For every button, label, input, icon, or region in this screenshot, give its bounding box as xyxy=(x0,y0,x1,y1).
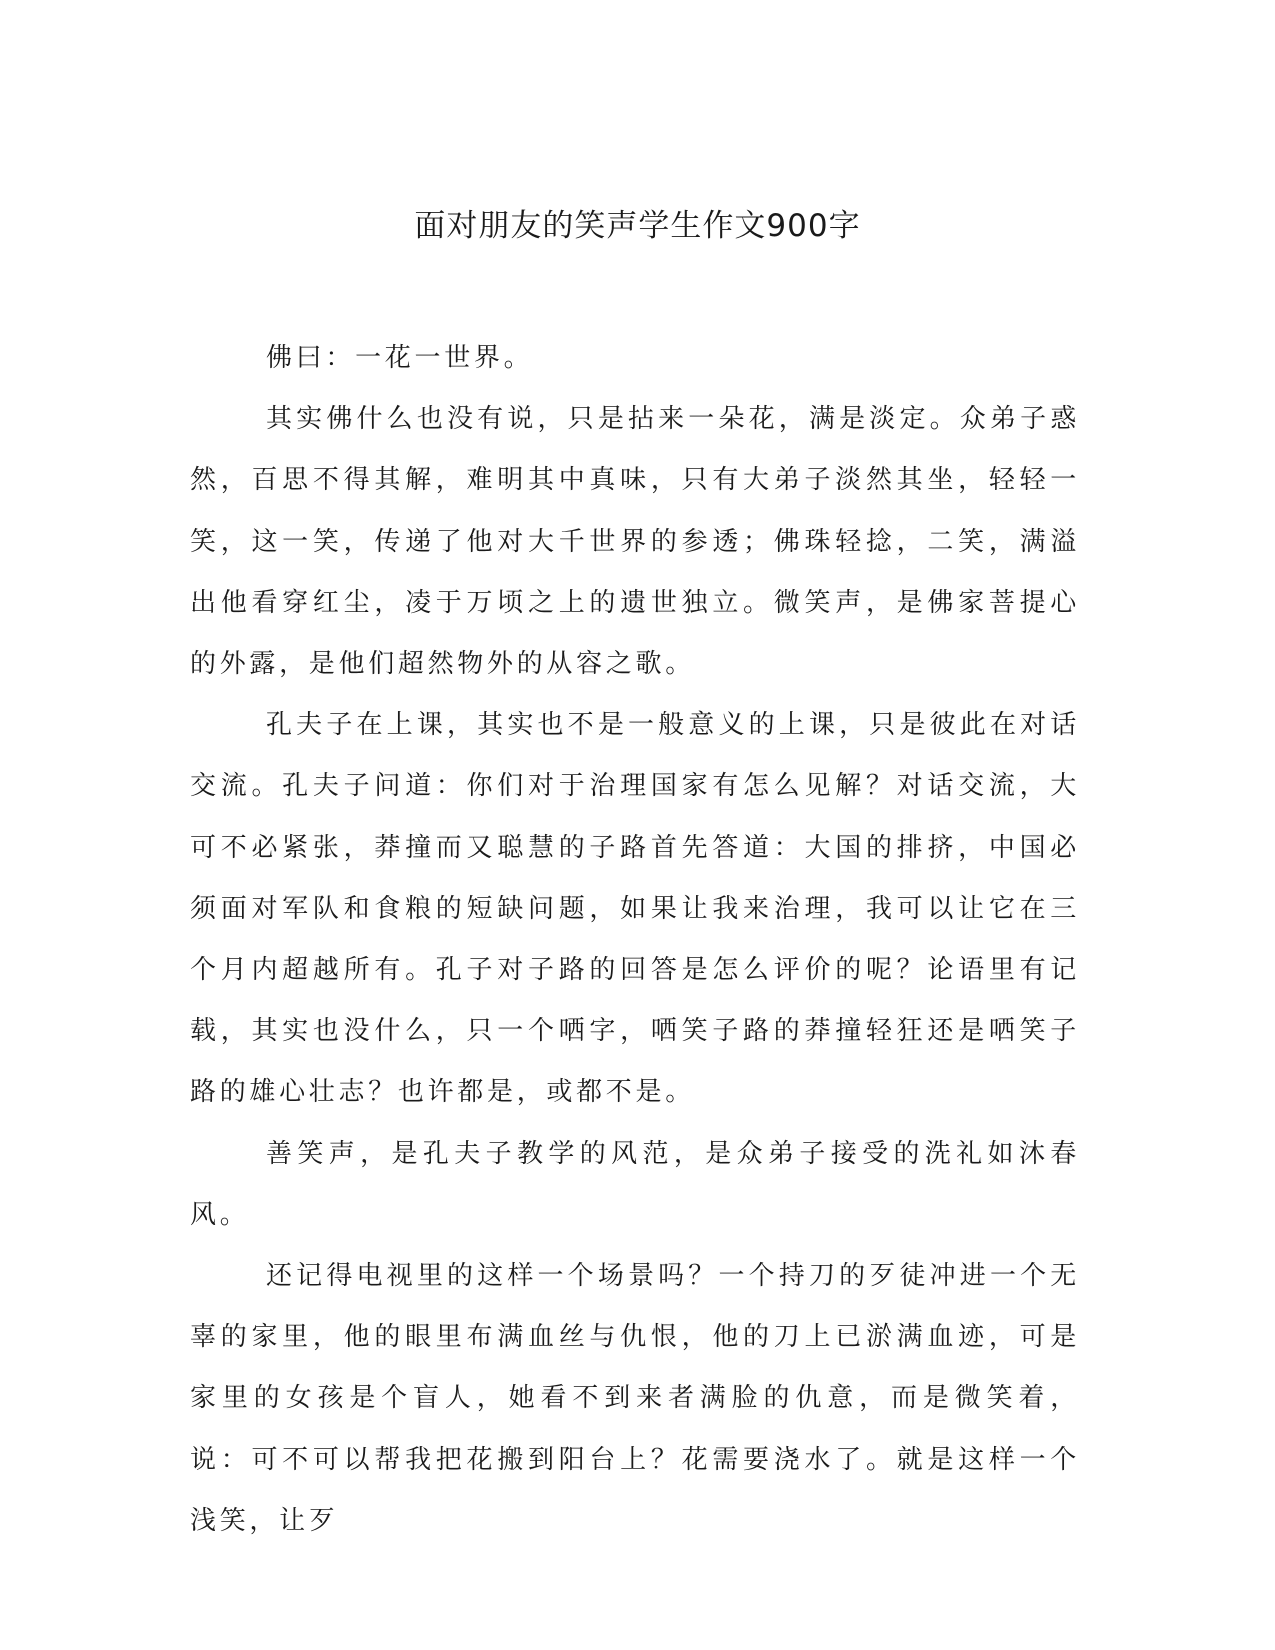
paragraph: 孔夫子在上课，其实也不是一般意义的上课，只是彼此在对话交流。孔夫子问道：你们对于治理国家有怎么见解？对话交流，大可不必紧张，莽撞而又聪慧的子路首先答道：大国的排挤，中国必须面对军队和食粮的短缺问题，如果让我来治理，我可以让它在三个月内超越所有。孔子对子路的回答是怎么评价的呢？论语里有记载，其实也没什么，只一个哂字，哂笑子路的莽撞轻狂还是哂笑子路的雄心壮志？也许都是，或都不是。 xyxy=(190,710,1080,1108)
paragraph: 其实佛什么也没有说，只是拈来一朵花，满是淡定。众弟子惑然，百思不得其解，难明其中真味，只有大弟子淡然其坐，轻轻一笑，这一笑，传递了他对大千世界的参透；佛珠轻捻，二笑，满溢出他看穿红尘，凌于万顷之上的遗世独立。微笑声，是佛家菩提心的外露，是他们超然物外的从容之歌。 xyxy=(190,404,1080,680)
document-title: 面对朋友的笑声学生作文900字 xyxy=(414,208,861,244)
paragraph: 善笑声，是孔夫子教学的风范，是众弟子接受的洗礼如沐春风。 xyxy=(190,1138,1080,1230)
paragraph: 佛曰：一花一世界。 xyxy=(266,343,534,373)
paragraph: 还记得电视里的这样一个场景吗？一个持刀的歹徒冲进一个无辜的家里，他的眼里布满血丝与仇恨，他的刀上已淤满血迹，可是家里的女孩是个盲人，她看不到来者满脸的仇意，而是微笑着，说：可不可以帮我把花搬到阳台上？花需要浇水了。就是这样一个浅笑，让歹 xyxy=(190,1261,1080,1536)
document-body xyxy=(190,328,1080,1552)
